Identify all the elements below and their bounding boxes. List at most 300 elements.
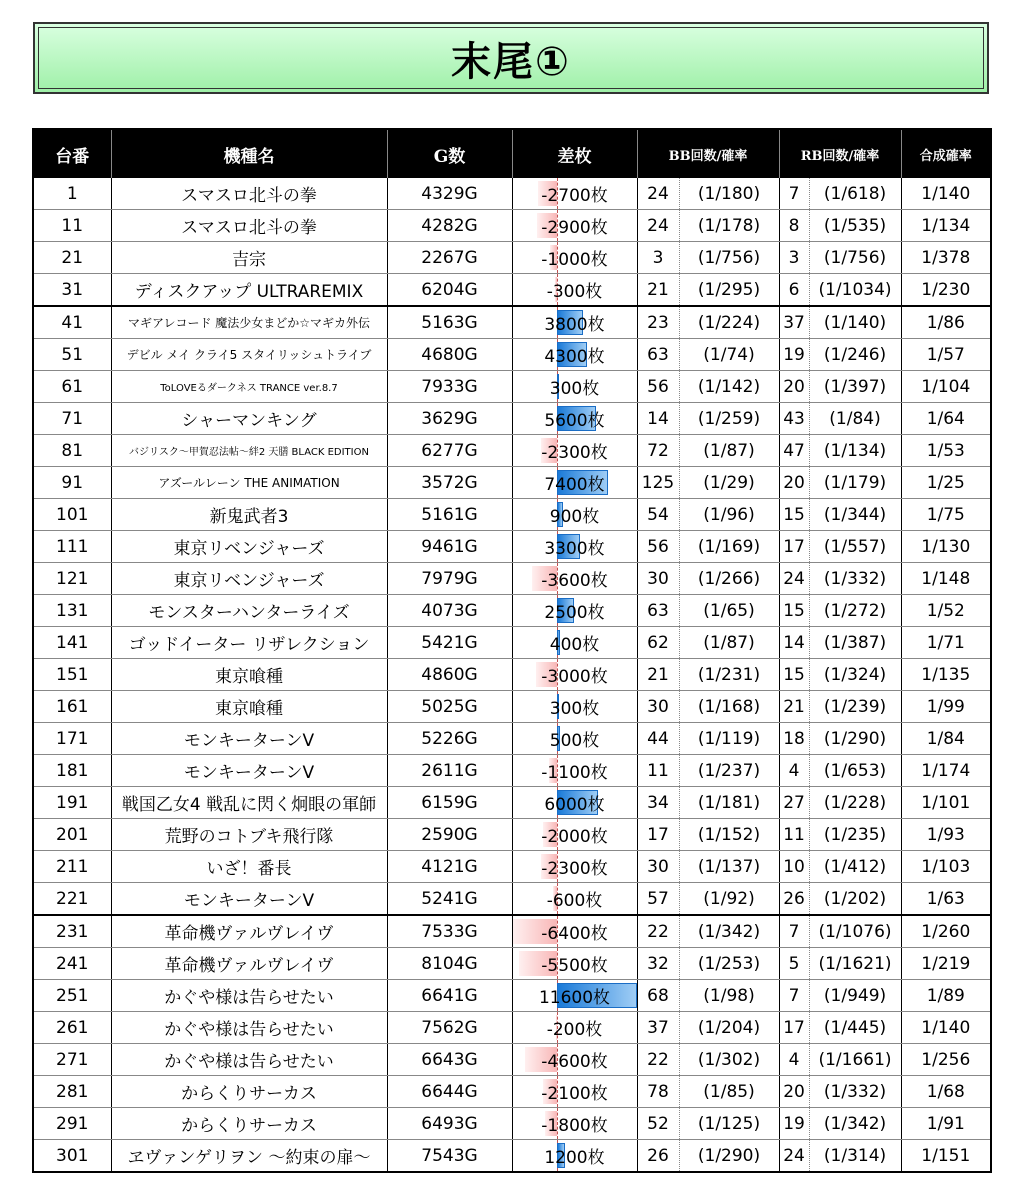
combined-rate: 1/256 [901,1044,991,1076]
model-name: バジリスク～甲賀忍法帖～絆2 天膳 BLACK EDITION [111,435,387,467]
diff-text: 11600枚 [538,988,611,1008]
table-row [33,274,991,307]
bb-count: 30 [637,851,679,883]
combined-rate: 1/89 [901,980,991,1012]
combined-rate: 1/230 [901,274,991,307]
bb-rate: (1/137) [679,851,779,883]
rb-count: 20 [779,467,809,499]
table-row [33,787,991,819]
combined-rate: 1/25 [901,467,991,499]
bb-rate: (1/204) [679,1012,779,1044]
game-count: 8104G [387,948,512,980]
bb-count: 68 [637,980,679,1012]
diff-coins [512,403,637,435]
game-count: 4329G [387,178,512,210]
combined-rate: 1/68 [901,1076,991,1108]
table-row [33,627,991,659]
bb-rate: (1/237) [679,755,779,787]
machine-number: 101 [33,499,111,531]
bb-rate: (1/253) [679,948,779,980]
diff-coins [512,723,637,755]
table-row [33,1108,991,1140]
diff-coins [512,274,637,307]
bb-count: 52 [637,1108,679,1140]
model-name: アズールレーン THE ANIMATION [111,467,387,499]
rb-rate: (1/618) [809,178,901,210]
game-count: 7543G [387,1140,512,1173]
rb-count: 47 [779,435,809,467]
combined-rate: 1/84 [901,723,991,755]
diff-coins [512,1108,637,1140]
bb-count: 11 [637,755,679,787]
bb-count: 23 [637,306,679,339]
combined-rate: 1/174 [901,755,991,787]
table-row [33,595,991,627]
bb-count: 22 [637,1044,679,1076]
machine-number: 111 [33,531,111,563]
bb-count: 34 [637,787,679,819]
header-bb: BB回数/確率 [637,129,779,178]
rb-rate: (1/1034) [809,274,901,307]
bb-rate: (1/259) [679,403,779,435]
diff-coins [512,563,637,595]
combined-rate: 1/219 [901,948,991,980]
bb-rate: (1/92) [679,883,779,916]
bb-count: 72 [637,435,679,467]
machine-number: 1 [33,178,111,210]
rb-rate: (1/202) [809,883,901,916]
table-row [33,339,991,371]
title-banner [33,22,989,94]
rb-count: 17 [779,531,809,563]
rb-rate: (1/387) [809,627,901,659]
model-name: 東京喰種 [111,659,387,691]
combined-rate: 1/71 [901,627,991,659]
rb-count: 7 [779,915,809,948]
table-row [33,242,991,274]
bb-rate: (1/181) [679,787,779,819]
game-count: 6493G [387,1108,512,1140]
rb-rate: (1/332) [809,1076,901,1108]
game-count: 3629G [387,403,512,435]
model-name: からくりサーカス [111,1076,387,1108]
diff-coins [512,883,637,916]
diff-coins [512,1076,637,1108]
diff-coins [512,851,637,883]
model-name: スマスロ北斗の拳 [111,210,387,242]
combined-rate: 1/93 [901,819,991,851]
table-row [33,403,991,435]
bb-rate: (1/125) [679,1108,779,1140]
game-count: 9461G [387,531,512,563]
table-row [33,851,991,883]
game-count: 5226G [387,723,512,755]
table-row [33,435,991,467]
rb-rate: (1/134) [809,435,901,467]
game-count: 2611G [387,755,512,787]
bb-rate: (1/180) [679,178,779,210]
rb-count: 4 [779,755,809,787]
rb-rate: (1/342) [809,1108,901,1140]
diff-coins [512,1012,637,1044]
bb-rate: (1/266) [679,563,779,595]
bb-rate: (1/342) [679,915,779,948]
machine-number: 281 [33,1076,111,1108]
bb-count: 30 [637,563,679,595]
table-row [33,723,991,755]
bb-count: 32 [637,948,679,980]
rb-rate: (1/756) [809,242,901,274]
game-count: 6204G [387,274,512,307]
diff-coins [512,659,637,691]
model-name: ディスクアップ ULTRAREMIX [111,274,387,307]
table-body [33,178,991,1172]
diff-coins [512,691,637,723]
model-name: からくりサーカス [111,1108,387,1140]
diff-coins [512,627,637,659]
bb-count: 26 [637,1140,679,1173]
combined-rate: 1/101 [901,787,991,819]
combined-rate: 1/104 [901,371,991,403]
model-name: かぐや様は告らせたい [111,1044,387,1076]
rb-rate: (1/84) [809,403,901,435]
bb-count: 21 [637,659,679,691]
rb-count: 19 [779,1108,809,1140]
bb-count: 57 [637,883,679,916]
diff-text: 900枚 [549,507,600,527]
bb-rate: (1/169) [679,531,779,563]
diff-text: 2500枚 [544,603,605,623]
diff-text: 300枚 [549,379,600,399]
bb-rate: (1/231) [679,659,779,691]
bb-count: 56 [637,531,679,563]
diff-text: 4300枚 [544,347,605,367]
machine-number: 11 [33,210,111,242]
table-row [33,883,991,916]
diff-coins [512,915,637,948]
rb-count: 24 [779,1140,809,1173]
diff-coins [512,178,637,210]
diff-text: -2900枚 [541,218,608,238]
model-name: 新鬼武者3 [111,499,387,531]
diff-coins [512,980,637,1012]
table-row [33,499,991,531]
diff-text: -3600枚 [541,571,608,591]
bb-rate: (1/302) [679,1044,779,1076]
model-name: モンスターハンターライズ [111,595,387,627]
header-rb: RB回数/確率 [779,129,901,178]
diff-coins [512,755,637,787]
table-row [33,1140,991,1173]
model-name: ToLOVEるダークネス TRANCE ver.8.7 [111,371,387,403]
rb-count: 10 [779,851,809,883]
rb-rate: (1/228) [809,787,901,819]
rb-rate: (1/949) [809,980,901,1012]
table-row [33,659,991,691]
bb-rate: (1/85) [679,1076,779,1108]
bb-rate: (1/290) [679,1140,779,1173]
machine-number: 271 [33,1044,111,1076]
model-name: 荒野のコトブキ飛行隊 [111,819,387,851]
rb-rate: (1/535) [809,210,901,242]
header-combined: 合成確率 [901,129,991,178]
bb-rate: (1/65) [679,595,779,627]
diff-text: -4600枚 [541,1052,608,1072]
table-row [33,980,991,1012]
header-diff: 差枚 [512,129,637,178]
model-name: ゴッドイーター リザレクション [111,627,387,659]
bb-rate: (1/178) [679,210,779,242]
machine-number: 131 [33,595,111,627]
bb-count: 24 [637,210,679,242]
header-number: 台番 [33,129,111,178]
machine-number: 121 [33,563,111,595]
game-count: 6644G [387,1076,512,1108]
diff-text: -2000枚 [541,827,608,847]
rb-count: 17 [779,1012,809,1044]
rb-rate: (1/324) [809,659,901,691]
rb-rate: (1/290) [809,723,901,755]
table-row [33,1044,991,1076]
diff-coins [512,339,637,371]
combined-rate: 1/130 [901,531,991,563]
table-row [33,467,991,499]
bb-count: 62 [637,627,679,659]
game-count: 2267G [387,242,512,274]
diff-text: -5500枚 [541,956,608,976]
rb-count: 4 [779,1044,809,1076]
model-name: モンキーターンV [111,755,387,787]
bb-count: 17 [637,819,679,851]
rb-count: 14 [779,627,809,659]
diff-text: -1100枚 [541,763,608,783]
model-name: かぐや様は告らせたい [111,980,387,1012]
combined-rate: 1/140 [901,1012,991,1044]
bb-count: 44 [637,723,679,755]
model-name: 東京リベンジャーズ [111,531,387,563]
combined-rate: 1/52 [901,595,991,627]
bb-count: 14 [637,403,679,435]
model-name: モンキーターンV [111,883,387,916]
table-row [33,306,991,339]
game-count: 7533G [387,915,512,948]
game-count: 4860G [387,659,512,691]
diff-text: 7400枚 [544,475,605,495]
game-count: 4121G [387,851,512,883]
combined-rate: 1/260 [901,915,991,948]
diff-text: -600枚 [546,891,603,911]
bb-count: 3 [637,242,679,274]
model-name: 戦国乙女4 戦乱に閃く炯眼の軍師 [111,787,387,819]
diff-coins [512,948,637,980]
bb-rate: (1/74) [679,339,779,371]
diff-coins [512,242,637,274]
machine-number: 31 [33,274,111,307]
machine-number: 221 [33,883,111,916]
table-row [33,531,991,563]
machine-number: 91 [33,467,111,499]
bb-count: 63 [637,595,679,627]
bb-rate: (1/87) [679,627,779,659]
rb-rate: (1/140) [809,306,901,339]
machine-number: 151 [33,659,111,691]
rb-count: 7 [779,178,809,210]
diff-text: 1200枚 [544,1148,605,1168]
bb-count: 24 [637,178,679,210]
machine-number: 161 [33,691,111,723]
combined-rate: 1/148 [901,563,991,595]
rb-count: 6 [779,274,809,307]
rb-rate: (1/235) [809,819,901,851]
model-name: マギアレコード 魔法少女まどか☆マギカ外伝 [111,306,387,339]
machine-number: 181 [33,755,111,787]
rb-count: 20 [779,1076,809,1108]
rb-count: 15 [779,595,809,627]
rb-count: 8 [779,210,809,242]
table-row [33,819,991,851]
table-row [33,691,991,723]
combined-rate: 1/57 [901,339,991,371]
rb-count: 21 [779,691,809,723]
combined-rate: 1/151 [901,1140,991,1173]
bb-count: 21 [637,274,679,307]
game-count: 7979G [387,563,512,595]
diff-text: 500枚 [549,731,600,751]
machine-number: 201 [33,819,111,851]
rb-rate: (1/272) [809,595,901,627]
game-count: 5163G [387,306,512,339]
machine-data-table [32,128,992,1173]
diff-coins [512,210,637,242]
diff-coins [512,787,637,819]
bb-rate: (1/756) [679,242,779,274]
diff-coins [512,499,637,531]
rb-rate: (1/397) [809,371,901,403]
rb-rate: (1/412) [809,851,901,883]
machine-number: 81 [33,435,111,467]
diff-coins [512,467,637,499]
machine-number: 141 [33,627,111,659]
rb-count: 11 [779,819,809,851]
table-row [33,210,991,242]
diff-text: -2100枚 [541,1084,608,1104]
diff-coins [512,1140,637,1173]
diff-text: -300枚 [546,282,603,302]
rb-count: 20 [779,371,809,403]
model-name: 吉宗 [111,242,387,274]
model-name: モンキーターンV [111,723,387,755]
game-count: 5421G [387,627,512,659]
rb-count: 7 [779,980,809,1012]
machine-number: 61 [33,371,111,403]
diff-text: -2700枚 [541,186,608,206]
rb-count: 43 [779,403,809,435]
bb-count: 30 [637,691,679,723]
model-name: ヱヴァンゲリヲン ～約束の扉～ [111,1140,387,1173]
game-count: 3572G [387,467,512,499]
game-count: 5241G [387,883,512,916]
rb-rate: (1/246) [809,339,901,371]
rb-count: 15 [779,659,809,691]
machine-number: 171 [33,723,111,755]
machine-number: 191 [33,787,111,819]
rb-rate: (1/1661) [809,1044,901,1076]
model-name: 革命機ヴァルヴレイヴ [111,915,387,948]
model-name: いざ！番長 [111,851,387,883]
rb-count: 5 [779,948,809,980]
rb-count: 26 [779,883,809,916]
game-count: 4680G [387,339,512,371]
game-count: 7562G [387,1012,512,1044]
diff-text: -6400枚 [541,924,608,944]
game-count: 2590G [387,819,512,851]
diff-text: -1800枚 [541,1116,608,1136]
combined-rate: 1/86 [901,306,991,339]
combined-rate: 1/64 [901,403,991,435]
game-count: 7933G [387,371,512,403]
diff-text: 300枚 [549,699,600,719]
bb-rate: (1/168) [679,691,779,723]
diff-coins [512,595,637,627]
combined-rate: 1/53 [901,435,991,467]
table-row [33,563,991,595]
rb-rate: (1/1076) [809,915,901,948]
combined-rate: 1/103 [901,851,991,883]
combined-rate: 1/134 [901,210,991,242]
rb-count: 15 [779,499,809,531]
bb-count: 56 [637,371,679,403]
machine-number: 301 [33,1140,111,1173]
diff-coins [512,371,637,403]
bb-count: 54 [637,499,679,531]
rb-rate: (1/1621) [809,948,901,980]
machine-number: 211 [33,851,111,883]
rb-rate: (1/179) [809,467,901,499]
machine-number: 261 [33,1012,111,1044]
combined-rate: 1/91 [901,1108,991,1140]
game-count: 6641G [387,980,512,1012]
bb-count: 125 [637,467,679,499]
table-row [33,755,991,787]
machine-number: 51 [33,339,111,371]
machine-number: 241 [33,948,111,980]
game-count: 6643G [387,1044,512,1076]
diff-text: 400枚 [549,635,600,655]
game-count: 6159G [387,787,512,819]
game-count: 6277G [387,435,512,467]
combined-rate: 1/140 [901,178,991,210]
rb-rate: (1/332) [809,563,901,595]
rb-count: 3 [779,242,809,274]
diff-text: 5600枚 [544,411,605,431]
machine-number: 41 [33,306,111,339]
model-name: シャーマンキング [111,403,387,435]
bb-rate: (1/96) [679,499,779,531]
bb-rate: (1/142) [679,371,779,403]
model-name: スマスロ北斗の拳 [111,178,387,210]
game-count: 4282G [387,210,512,242]
rb-rate: (1/239) [809,691,901,723]
table-row [33,1076,991,1108]
rb-rate: (1/557) [809,531,901,563]
combined-rate: 1/75 [901,499,991,531]
table-row [33,915,991,948]
machine-number: 21 [33,242,111,274]
header-model: 機種名 [111,129,387,178]
diff-text: -1000枚 [541,250,608,270]
diff-text: -200枚 [546,1020,603,1040]
rb-count: 24 [779,563,809,595]
